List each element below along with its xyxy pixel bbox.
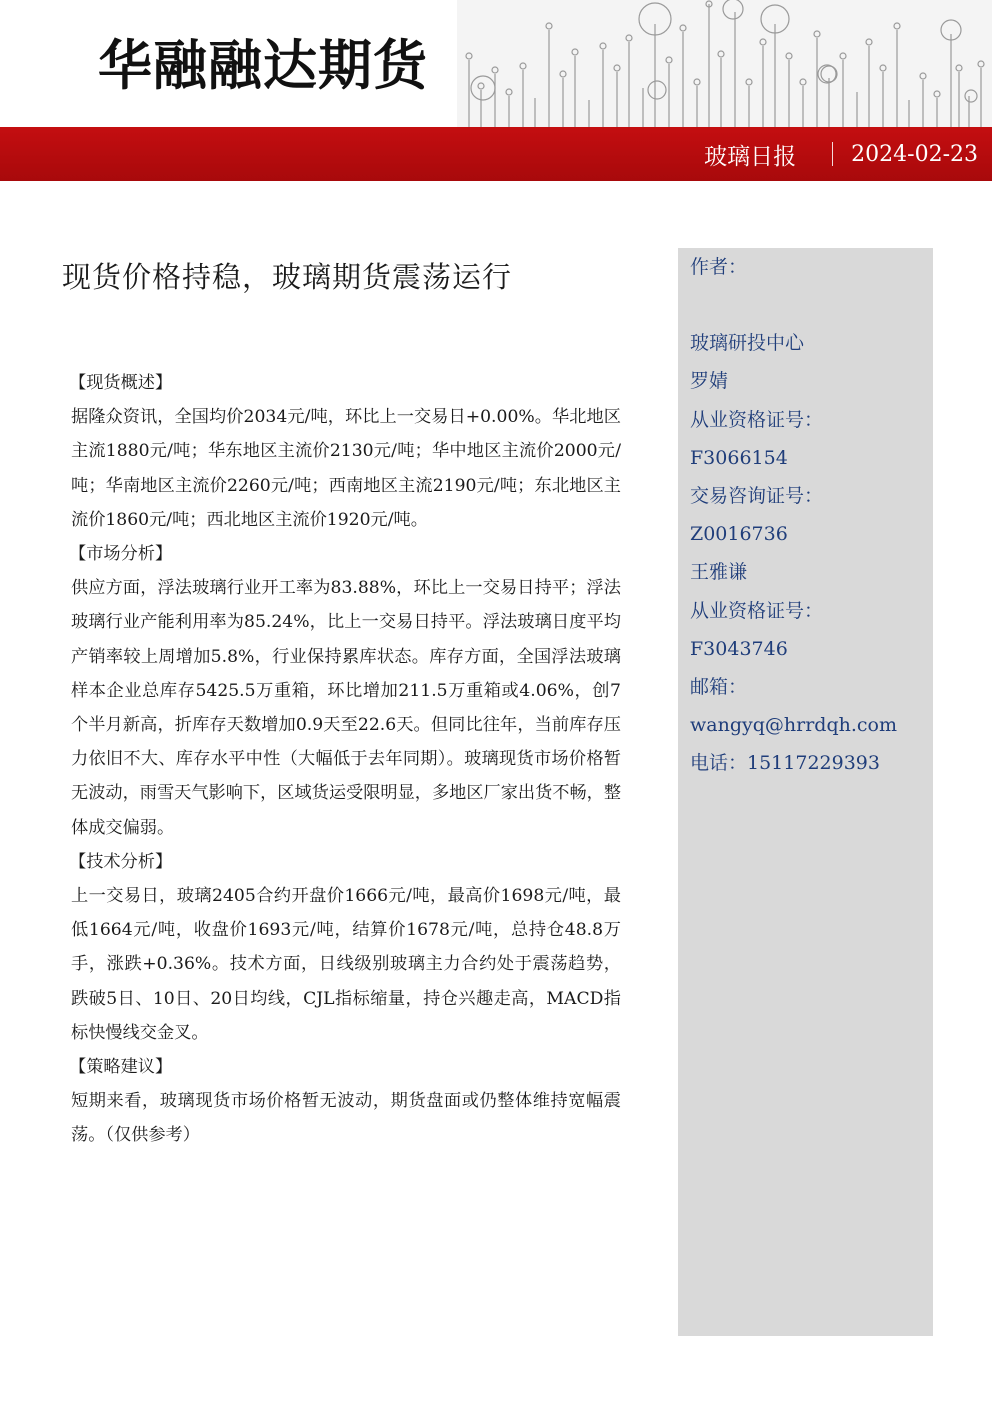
section-heading-strategy: 【策略建议】 [69, 1057, 173, 1078]
section-text-strategy: 短期来看，玻璃现货市场价格暂无波动，期货盘面或仍整体维持宽幅震荡。（仅供参考） [71, 1091, 621, 1146]
section-heading-technical: 【技术分析】 [69, 851, 173, 872]
banner-divider [832, 142, 833, 166]
consult-number: Z0016736 [690, 523, 788, 546]
section-heading-market: 【市场分析】 [69, 544, 173, 565]
spacer [690, 286, 930, 324]
company-logo-text: 华融融达期货 [98, 34, 428, 97]
cert-number: F3043746 [690, 637, 788, 660]
cert-number: F3066154 [690, 446, 788, 469]
analyst-name: 罗婧 [690, 370, 729, 393]
report-date: 2024-02-23 [851, 141, 978, 167]
phone: 电话：15117229393 [690, 752, 880, 775]
author-label: 作者： [690, 256, 748, 278]
email-label: 邮箱： [690, 676, 748, 699]
consult-label: 交易咨询证号： [690, 485, 824, 508]
cert-label: 从业资格证号： [690, 599, 824, 622]
article-title: 现货价格持稳，玻璃期货震荡运行 [62, 260, 513, 294]
report-banner [0, 127, 992, 181]
banner-info [704, 127, 978, 181]
report-type: 玻璃日报 [704, 143, 797, 170]
cert-label: 从业资格证号： [690, 408, 824, 431]
department: 玻璃研投中心 [690, 332, 805, 355]
author-sidebar [678, 248, 933, 1336]
section-heading-spot: 【现货概述】 [69, 373, 173, 393]
analyst-name: 王雅谦 [690, 561, 748, 584]
section-text-technical: 上一交易日，玻璃2405合约开盘价1666元/吨，最高价1698元/吨，最低1664元/吨，收盘价1693元/吨，结算价1678元/吨，总持仓48.8万手，涨跌+0.36%。技术方面，日线级别玻璃主力合约处于震荡趋势，跌破5日、10日、20日均线，CJL指标缩量，持仓兴趣走高，MACD指标快慢线交金叉。 [71, 886, 621, 1043]
email-address[interactable]: wangyq@hrrdqh.com [690, 714, 897, 737]
decorative-header-graphic [457, 0, 992, 128]
section-text-market: 供应方面，浮法玻璃行业开工率为83.88%，环比上一交易日持平；浮法玻璃行业产能利用率为85.24%，比上一交易日持平。浮法玻璃日度平均产销率较上周增加5.8%，行业保持累库状态。库存方面，全国浮法玻璃样本企业总库存5425.5万重箱，环比增加211.5万重箱或4.06%，创7个半月新高，折库存天数增加0.9天至22.6天。但同比往年，当前库存压力依旧不大、库存水平中性（大幅低于去年同期）。玻璃现货市场价格暂无波动，雨雪天气影响下，区域货运受限明显，多地区厂家出货不畅，整体成交偏弱。 [71, 578, 622, 838]
author-info [690, 248, 930, 783]
section-text-spot: 据隆众资讯，全国均价2034元/吨，环比上一交易日+0.00%。华北地区主流1880元/吨；华东地区主流价2130元/吨；华中地区主流价2000元/吨；华南地区主流价2260元/吨；西南地区主流2190元/吨；东北地区主流价1860元/吨；西北地区主流价1920元/吨。 [71, 407, 621, 530]
article-body [71, 366, 621, 1153]
